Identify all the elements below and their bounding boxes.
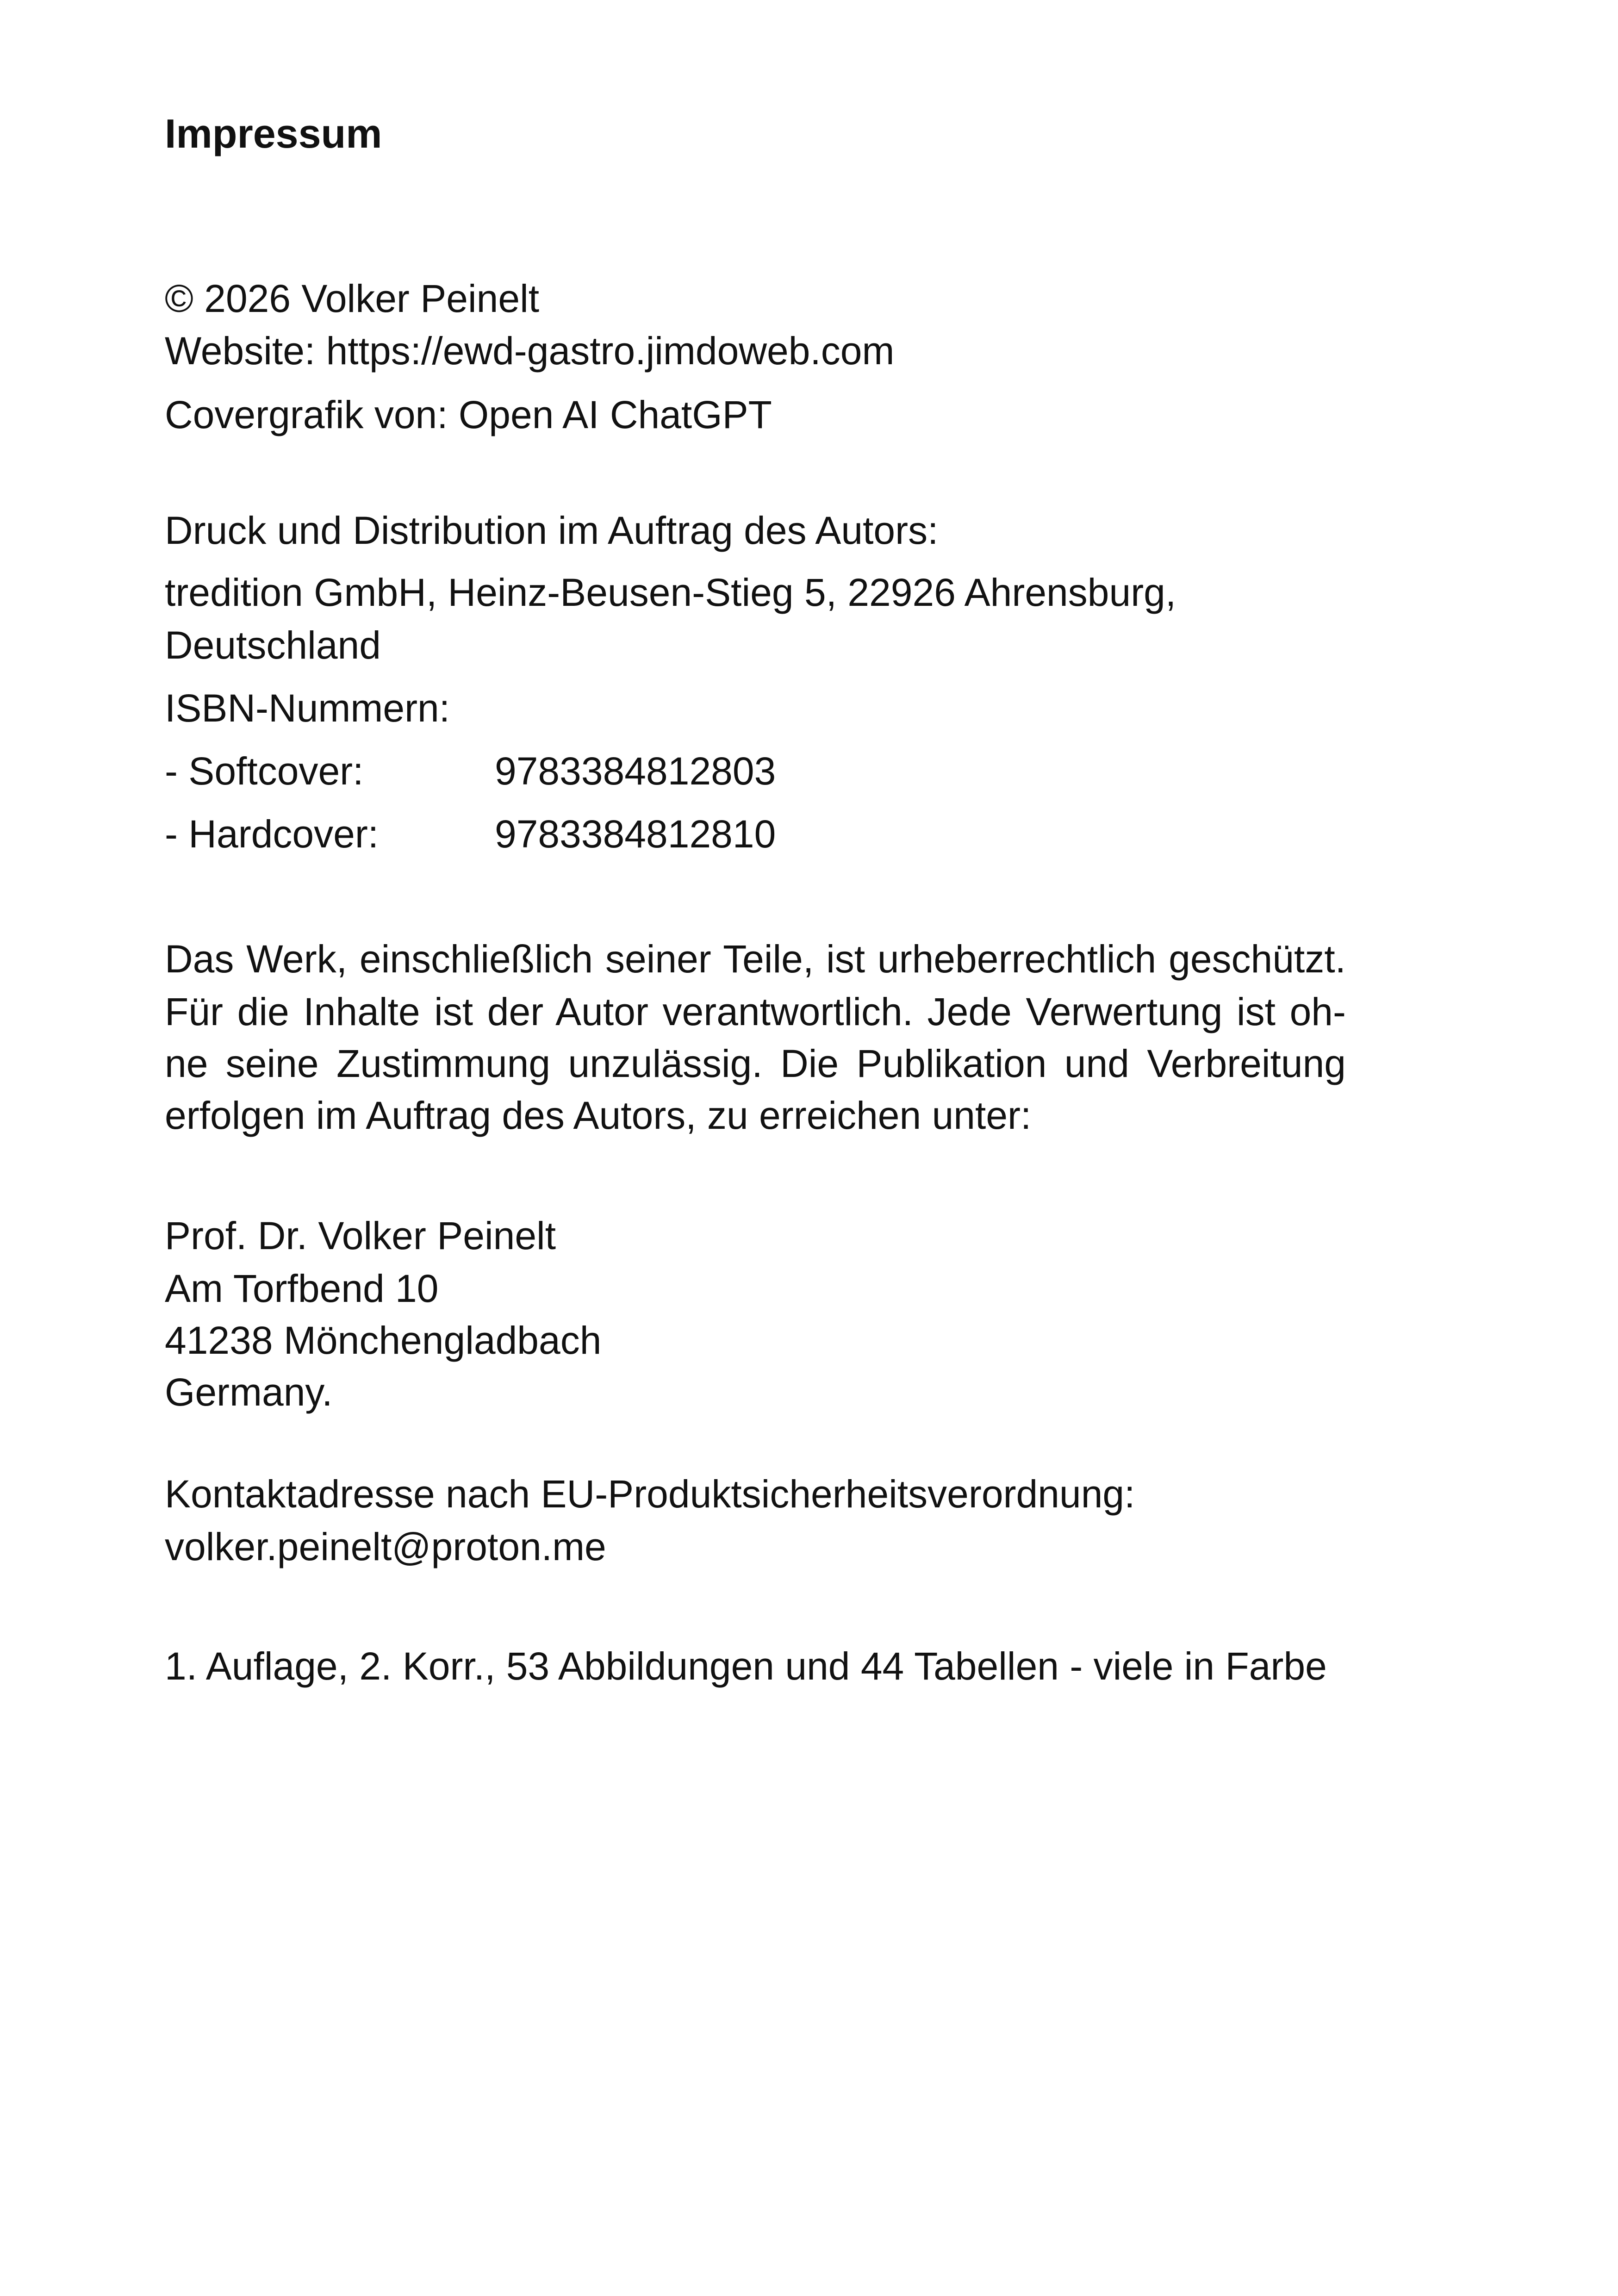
contact-heading: Kontaktadresse nach EU-Produktsicherheitsverordnung: [165,1472,1135,1516]
page-title: Impressum [165,111,382,156]
isbn-hardcover-label: - Hardcover: [165,812,379,856]
rights-line-1: Das Werk, einschließlich seiner Teile, ist urheberrechtlich geschützt. [165,937,1346,981]
rights-line-2: Für die Inhalte ist der Autor verantwortlich. Jede Verwertung ist oh- [165,990,1346,1033]
rights-line-3: ne seine Zustimmung unzulässig. Die Publikation und Verbreitung [165,1042,1346,1085]
isbn-softcover-label: - Softcover: [165,749,364,793]
isbn-softcover-value: 9783384812803 [495,749,776,793]
rights-line-4: erfolgen im Auftrag des Autors, zu erreichen unter: [165,1094,1032,1137]
printer-address-line-1: tredition GmbH, Heinz-Beusen-Stieg 5, 22926 Ahrensburg, [165,571,1176,614]
printer-address-line-2: Deutschland [165,623,381,667]
address-street: Am Torfbend 10 [165,1267,439,1310]
cover-credit-line: Covergrafik von: Open AI ChatGPT [165,393,772,436]
isbn-hardcover-value: 9783384812810 [495,812,776,856]
copyright-line: © 2026 Volker Peinelt [165,277,540,320]
address-city: 41238 Mönchengladbach [165,1319,602,1362]
contact-email: volker.peinelt@proton.me [165,1525,606,1568]
website-line: Website: https://ewd-gastro.jimdoweb.com [165,329,895,373]
address-name: Prof. Dr. Volker Peinelt [165,1214,556,1257]
address-country: Germany. [165,1370,333,1414]
print-heading: Druck und Distribution im Auftrag des Autors: [165,509,939,552]
edition-line: 1. Auflage, 2. Korr., 53 Abbildungen und 44 Tabellen - viele in Farbe [165,1644,1327,1688]
isbn-heading: ISBN-Nummern: [165,686,450,730]
